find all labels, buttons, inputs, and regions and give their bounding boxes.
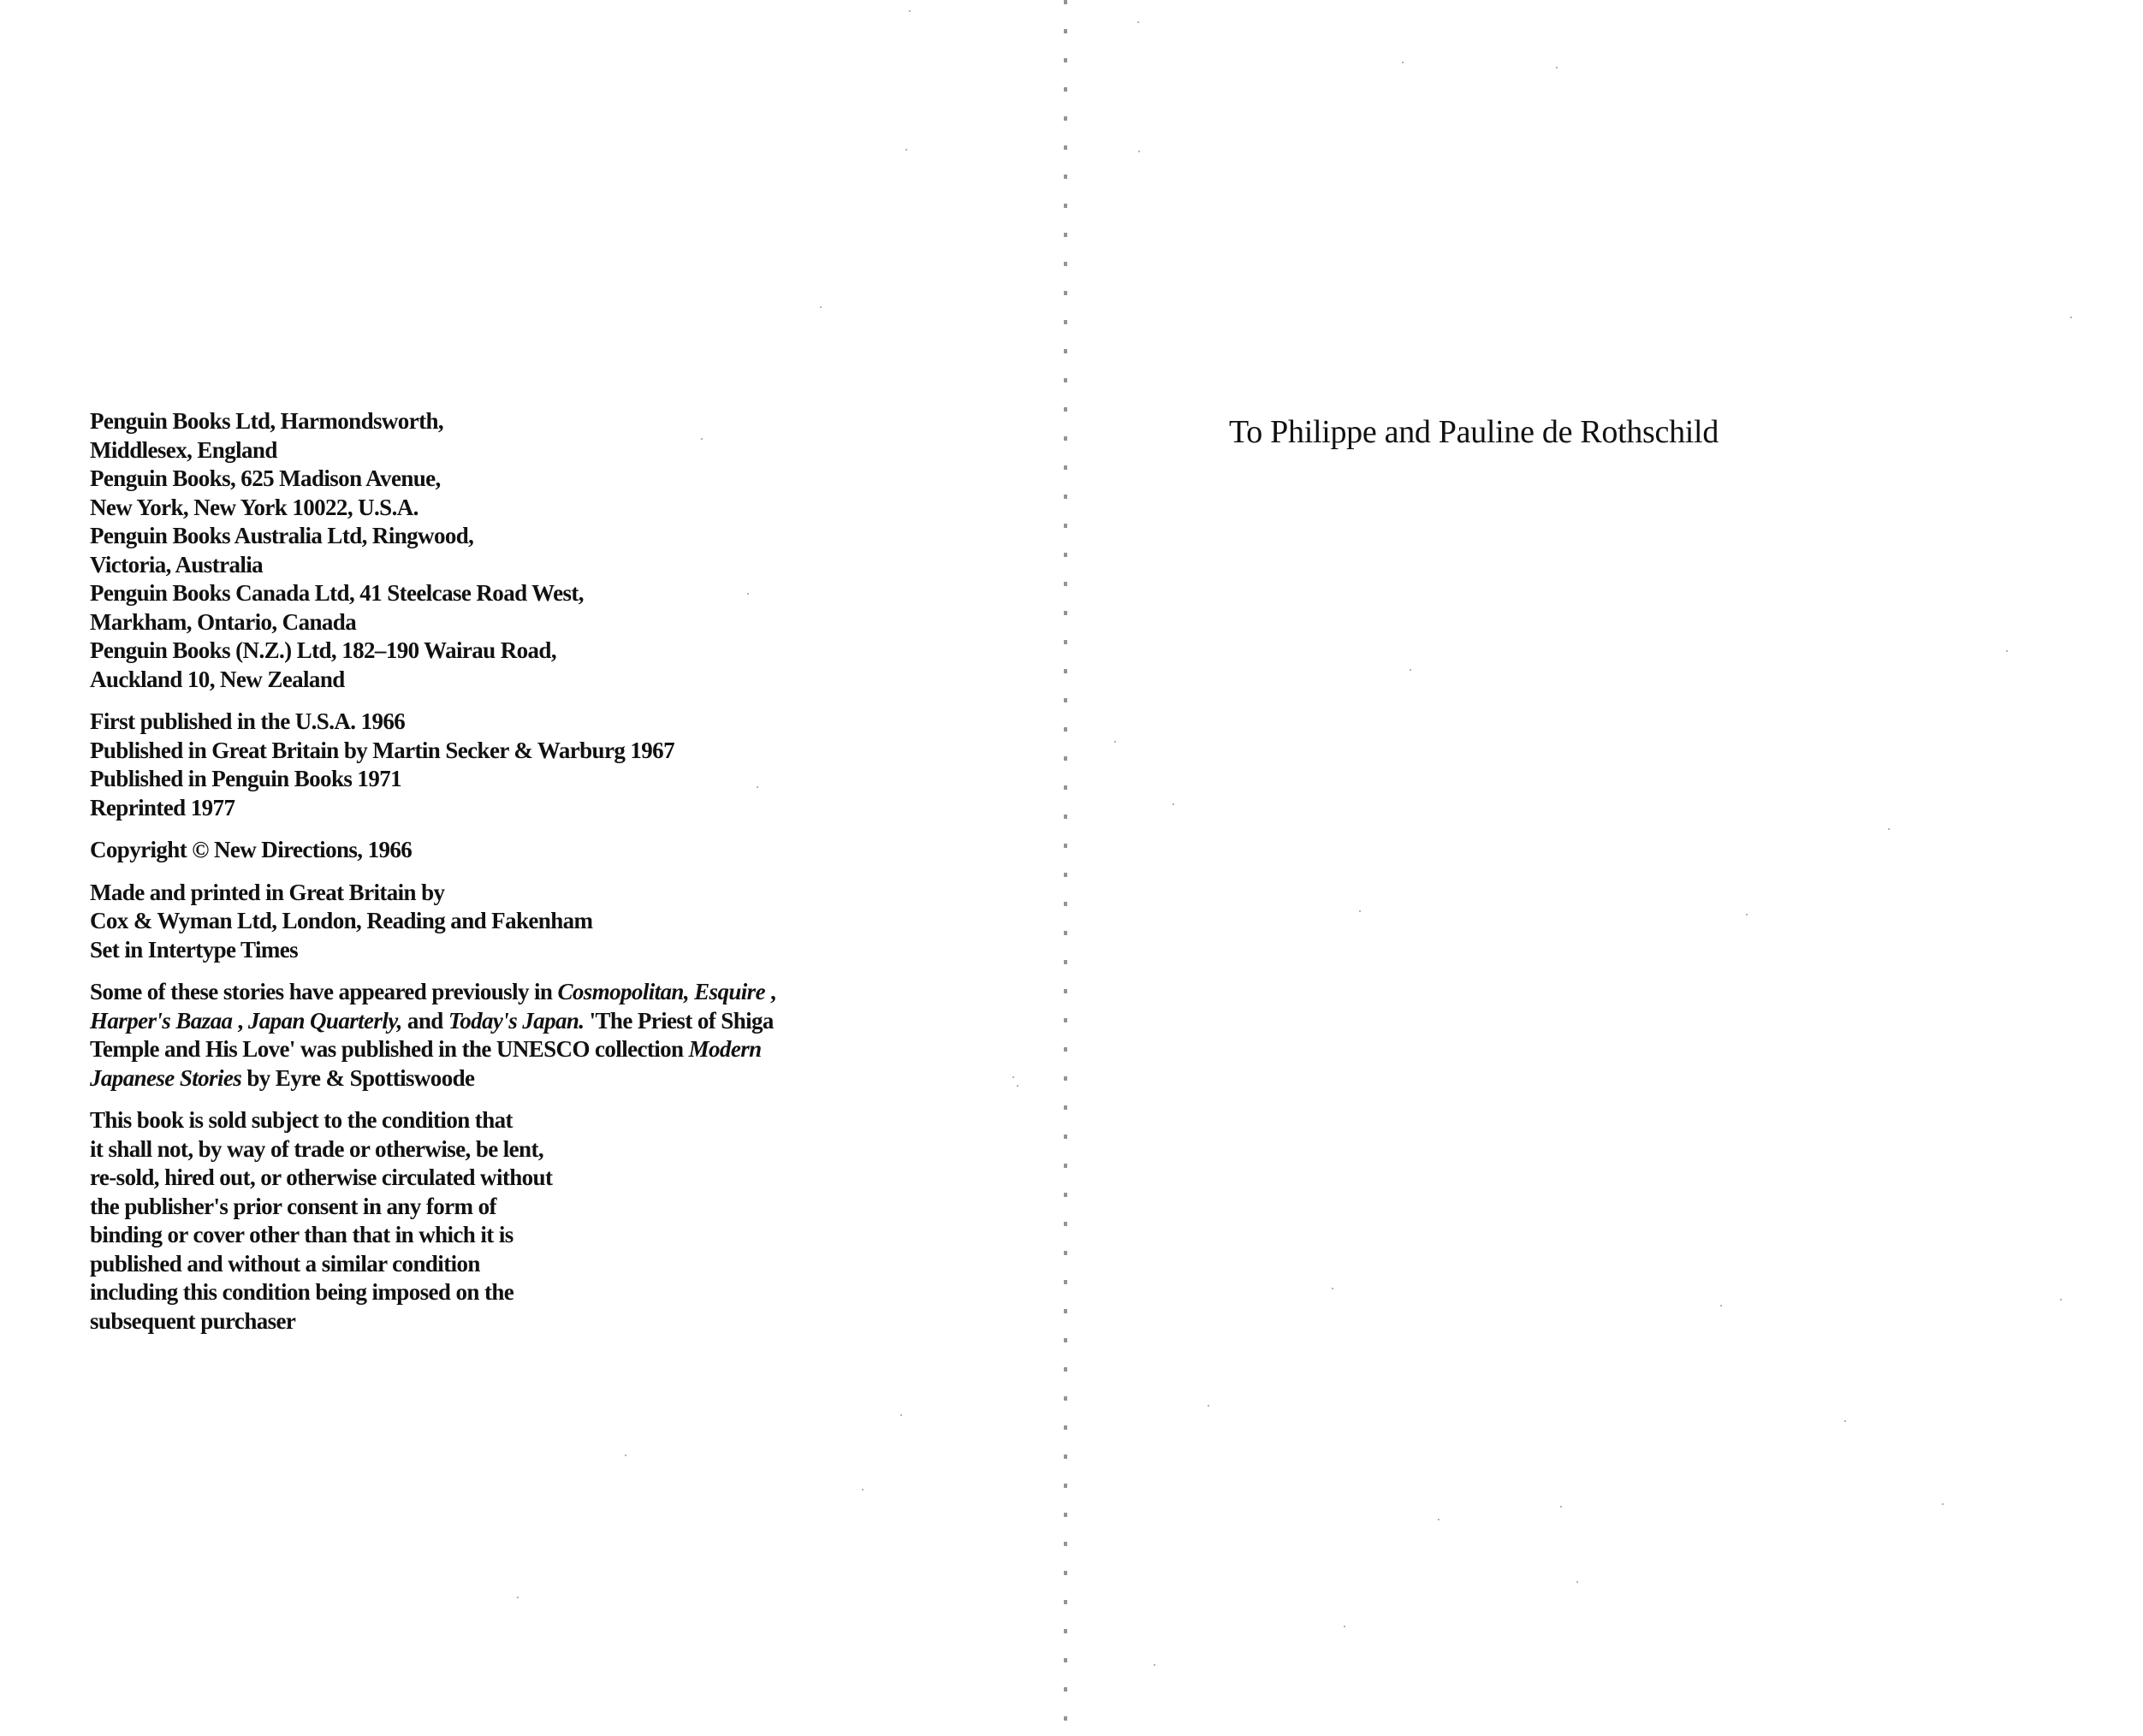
scan-speck xyxy=(1410,669,1411,671)
scan-speck xyxy=(1114,741,1116,743)
magazine-title: Cosmopolitan, xyxy=(557,979,689,1004)
address-line: Penguin Books Canada Ltd, 41 Steelcase Road West, xyxy=(90,580,584,606)
scan-speck xyxy=(747,593,749,595)
condition-line: binding or cover other than that in which it is xyxy=(90,1222,513,1247)
address-line: New York, New York 10022, U.S.A. xyxy=(90,494,419,520)
scan-speck xyxy=(1344,1626,1345,1627)
scan-speck xyxy=(1844,1420,1846,1422)
magazine-title: Japan Quarterly, xyxy=(247,1007,402,1034)
credits-text: by Eyre & Spottiswoode xyxy=(241,1064,475,1091)
sale-conditions xyxy=(90,1106,946,1336)
scan-speck xyxy=(1556,67,1558,68)
scan-speck xyxy=(905,149,907,151)
scan-speck xyxy=(1746,914,1748,915)
credits-line xyxy=(90,1064,946,1093)
scan-speck xyxy=(1438,1519,1440,1520)
credits-text: 'The Priest of Shiga xyxy=(584,1007,774,1034)
scan-speck xyxy=(1017,1085,1018,1087)
history-line: Reprinted 1977 xyxy=(90,794,235,821)
credits-text: Temple and His Love' was published in the UNESCO collection xyxy=(90,1036,689,1062)
scan-speck xyxy=(701,438,703,440)
dedication-text: To Philippe and Pauline de Rothschild xyxy=(1229,414,1719,450)
credits-text: and xyxy=(401,1007,448,1034)
scan-speck xyxy=(1172,803,1174,805)
credits-line xyxy=(90,1007,946,1036)
scan-speck xyxy=(1942,1503,1944,1505)
condition-line: re-sold, hired out, or otherwise circulated without xyxy=(90,1164,553,1190)
address-line: Penguin Books Australia Ltd, Ringwood, xyxy=(90,523,474,548)
printer-line: Set in Intertype Times xyxy=(90,936,299,963)
collection-title: Japanese Stories xyxy=(90,1064,242,1091)
scan-speck xyxy=(1720,1305,1722,1306)
scan-speck xyxy=(625,1455,626,1456)
credits-line xyxy=(90,978,946,1007)
scan-speck xyxy=(2060,1299,2062,1301)
address-line: Penguin Books (N.Z.) Ltd, 182–190 Wairau Road, xyxy=(90,637,557,663)
scan-speck xyxy=(900,1414,902,1416)
scan-speck xyxy=(1402,62,1404,63)
credits-text: , xyxy=(232,1007,248,1034)
scan-speck xyxy=(862,1489,864,1490)
copyright-line: Copyright © New Directions, 1966 xyxy=(90,837,413,862)
condition-line: subsequent purchaser xyxy=(90,1307,296,1334)
copyright-page xyxy=(90,407,946,1349)
history-line: Published in Penguin Books 1971 xyxy=(90,766,402,791)
credits-line xyxy=(90,1035,946,1064)
scan-speck xyxy=(517,1597,519,1598)
scan-speck xyxy=(820,306,822,308)
scan-speck xyxy=(909,10,911,12)
scan-speck xyxy=(1359,910,1361,912)
condition-line: the publisher's prior consent in any form of xyxy=(90,1193,496,1219)
publication-credits xyxy=(90,978,946,1093)
scan-speck xyxy=(1888,828,1890,830)
printer-info xyxy=(90,879,946,965)
history-line: First published in the U.S.A. 1966 xyxy=(90,708,406,734)
scan-speck xyxy=(2070,317,2072,318)
collection-title: Modern xyxy=(688,1036,762,1062)
page-gutter xyxy=(1064,0,1067,1736)
address-line: Victoria, Australia xyxy=(90,551,264,578)
scan-speck xyxy=(1576,1581,1578,1583)
scan-speck xyxy=(757,786,758,788)
magazine-title: Harper's Bazaa xyxy=(90,1007,233,1034)
scan-speck xyxy=(1138,151,1140,152)
scan-speck xyxy=(1560,1506,1562,1508)
scan-speck xyxy=(2006,650,2008,652)
magazine-title: Today's Japan. xyxy=(448,1007,585,1034)
scan-speck xyxy=(1154,1664,1155,1666)
printer-line: Cox & Wyman Ltd, London, Reading and Fakenham xyxy=(90,908,593,933)
magazine-title: Esquire xyxy=(689,979,765,1004)
credits-text: , xyxy=(764,979,776,1004)
publication-history xyxy=(90,708,946,822)
copyright-notice xyxy=(90,836,946,865)
address-line: Auckland 10, New Zealand xyxy=(90,666,345,692)
address-line: Penguin Books Ltd, Harmondsworth, xyxy=(90,408,444,434)
scan-speck xyxy=(1012,1076,1014,1078)
scan-speck xyxy=(1137,21,1139,23)
credits-text: Some of these stories have appeared previously in xyxy=(90,979,558,1004)
address-line: Markham, Ontario, Canada xyxy=(90,608,357,635)
condition-line: published and without a similar condition xyxy=(90,1250,480,1277)
scan-speck xyxy=(1332,1288,1333,1289)
history-line: Published in Great Britain by Martin Secker & Warburg 1967 xyxy=(90,737,674,763)
condition-line: including this condition being imposed on the xyxy=(90,1279,514,1305)
printer-line: Made and printed in Great Britain by xyxy=(90,879,445,905)
condition-line: it shall not, by way of trade or otherwise, be lent, xyxy=(90,1135,544,1162)
address-line: Middlesex, England xyxy=(90,436,277,463)
address-line: Penguin Books, 625 Madison Avenue, xyxy=(90,465,441,491)
scan-speck xyxy=(1208,1405,1209,1407)
publisher-addresses xyxy=(90,407,946,694)
condition-line: This book is sold subject to the condition that xyxy=(90,1107,513,1133)
